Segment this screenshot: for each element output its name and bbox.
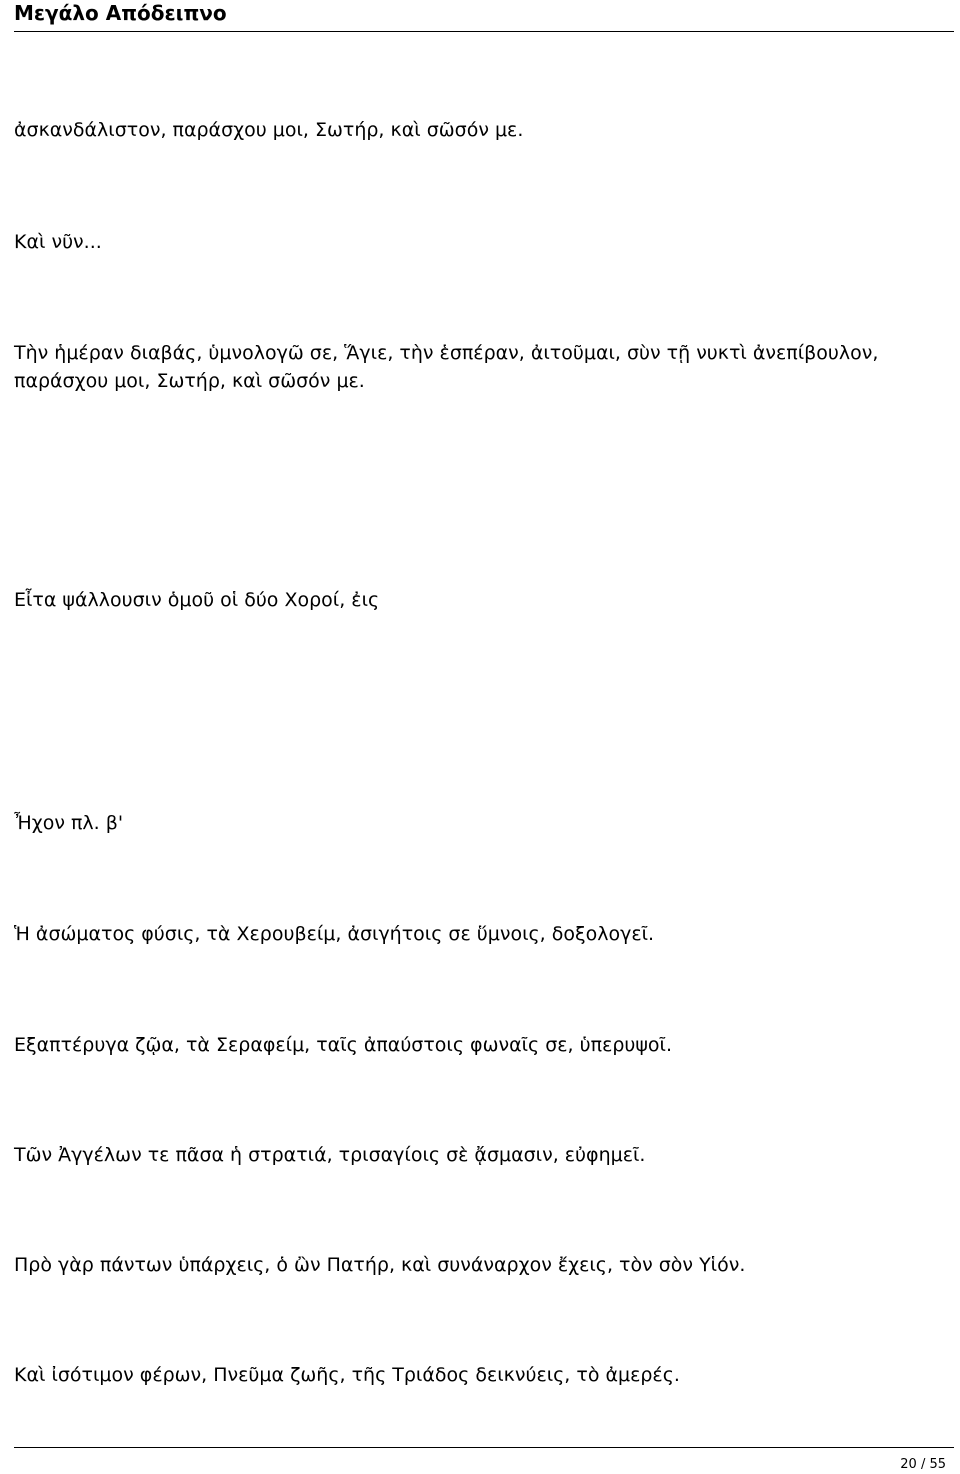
paragraph-2: Καὶ νῦν... [14,231,102,253]
paragraph-3: Τὴν ἡμέραν διαβάς, ὑμνολογῶ σε, Ἅγιε, τὴν ἑσπέραν, ἀιτοῦμαι, σὺν τῇ νυκτὶ ἀνεπίβουλον, παράσχου μοι, Σωτήρ, καὶ σῶσόν με. [14,342,879,392]
page-number: 20 / 55 [900,1457,946,1472]
paragraph-9: Πρὸ γὰρ πάντων ὑπάρχεις, ὁ ὢν Πατήρ, καὶ συνάναρχον ἔχεις, τὸν σὸν Υἱόν. [14,1254,746,1276]
paragraph-1: ἀσκανδάλιστον, παράσχου μοι, Σωτήρ, καὶ σῶσόν με. [14,119,524,141]
footer-divider [14,1447,954,1448]
paragraph-8: Τῶν Ἀγγέλων τε πᾶσα ἡ στρατιά, τρισαγίοις σὲ ᾄσμασιν, εὐφημεῖ. [14,1144,646,1166]
paragraph-4: Εἶτα ψάλλουσιν ὁμοῦ οἱ δύο Χοροί, ἐις [14,589,380,611]
paragraph-10: Καὶ ἰσότιμον φέρων, Πνεῦμα ζωῆς, τῆς Τριάδος δεικνύεις, τὸ ἀμερές. [14,1364,680,1386]
paragraph-5: Ἦχον πλ. β' [14,812,124,834]
page-title: Μεγάλο Απόδειπνο [14,1,227,25]
paragraph-6: Ἡ ἀσώματος φύσις, τὰ Χερουβείμ, ἀσιγήτοις σε ὕμνοις, δοξολογεῖ. [14,923,655,945]
paragraph-7: Εξαπτέρυγα ζῷα, τὰ Σεραφείμ, ταῖς ἀπαύστοις φωναῖς σε, ὑπερυψοῖ. [14,1034,673,1056]
header-divider [14,31,954,32]
